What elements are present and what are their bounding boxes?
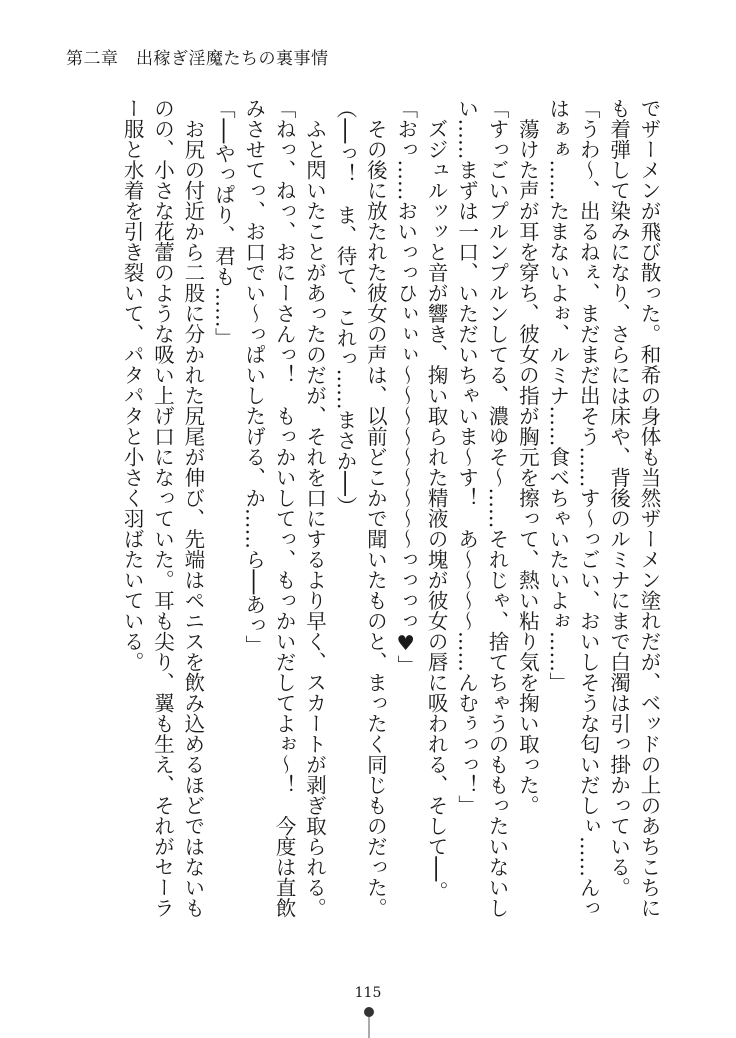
text-line: い……まずは一口、いただいちゃいま～す！ あ～～～～……んむぅっっ！」	[454, 98, 479, 816]
text-line: ー服と水着を引き裂いて、パタパタと小さく羽ばたいている。	[120, 98, 145, 672]
text-line: （──っ！ ま、待て、これっ……まさか──）	[332, 98, 357, 517]
text-line: 蕩けた声が耳を穿ち、彼女の指が胸元を擦って、熱い粘り気を掬い取った。	[515, 98, 540, 816]
text-line: みさせてっ、お口でい～っぱいしたげる、か……ら──あっ」	[241, 98, 266, 656]
pin-ornament-icon	[363, 1006, 375, 1038]
text-line: 「──やっぱり、君も……」	[211, 98, 236, 349]
text-line: のの、小さな花蕾のような吸い上げ口になっていた。耳も尖り、翼も生え、それがセーラ	[150, 98, 175, 918]
text-line: 「ねっ、ねっ、おにーさんっ！ もっかいしてっ、もっかいだしてよぉ～！ 今度は直飲	[272, 98, 297, 918]
text-line: お尻の付近から二股に分かれた尻尾が伸び、先端はペニスを飲み込めるほどではないも	[180, 98, 205, 918]
text-line: その後に放たれた彼女の声は、以前どこかで聞いたものと、まったく同じものだった。	[363, 98, 388, 918]
text-line: はぁぁ……たまないよぉ、ルミナ……食べちゃいたいよぉ……」	[545, 98, 570, 693]
text-line: ふと閃いたことがあったのだが、それを口にするより早く、スカートが剥ぎ取られる。	[302, 98, 327, 918]
text-line: ズジュルッッと音が響き、掬い取られた精液の塊が彼女の唇に吸われる、そして──。	[424, 98, 449, 902]
text-line: 「うわ～、出るねぇ、まだまだ出そう……す～っごい、おいしそうな匂いだしぃ……んっ	[576, 98, 601, 918]
text-line: 「すっごいプルンプルンしてる、濃ゆそ～……それじゃ、捨てちゃうのももったいないし	[484, 98, 509, 918]
text-line: 「おっ……おいっっひぃぃぃ～～～～～～～～～っっっっ♥」	[393, 98, 418, 676]
vertical-text-body	[64, 98, 664, 958]
page-number: 115	[354, 985, 382, 1001]
text-line: でザーメンが飛び散った。和希の身体も当然ザーメン塗れだが、ベッドの上のあちこちに	[637, 98, 661, 918]
running-header: 第二章 出稼ぎ淫魔たちの裏事情	[66, 49, 329, 69]
text-line: も着弾して染みになり、さらには床や、背後のルミナにまで白濁は引っ掛かっている。	[606, 98, 631, 898]
